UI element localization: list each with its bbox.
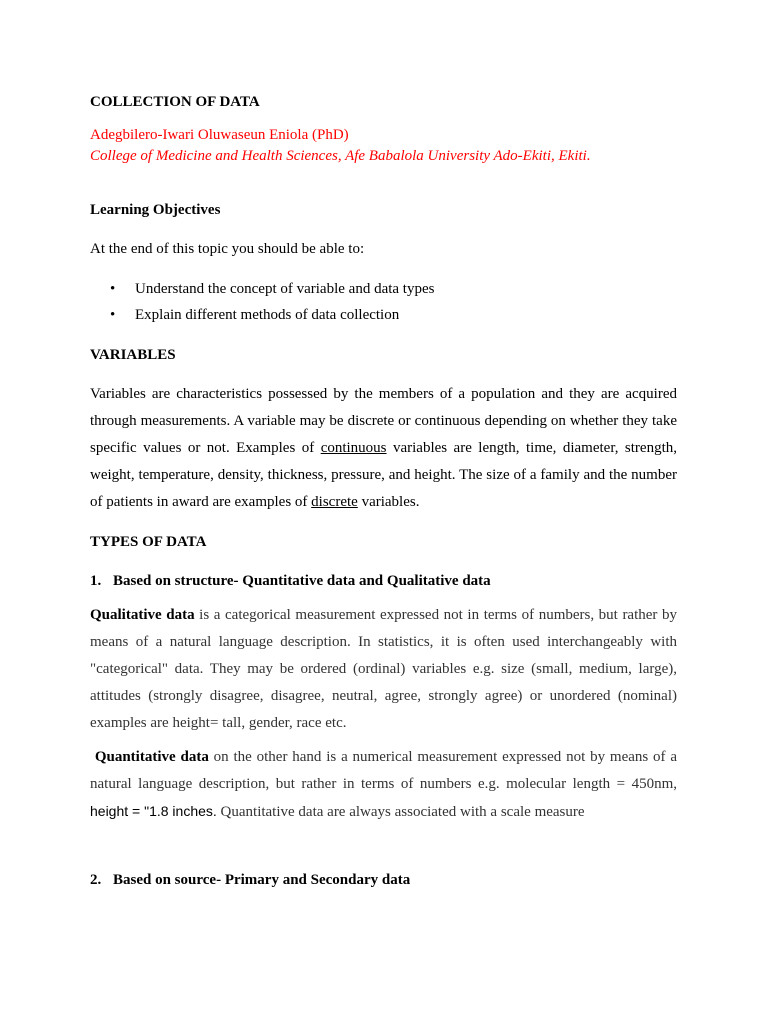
objective-item-text: Understand the concept of variable and data types [135,281,435,297]
variables-paragraph [90,381,677,516]
author-affiliation: College of Medicine and Health Sciences, Afe Babalola University Ado-Ekiti, Ekiti. [90,148,591,164]
discrete-term: discrete [311,494,358,510]
document-title: COLLECTION OF DATA [90,94,260,110]
quantitative-paragraph [90,744,677,826]
objectives-intro: At the end of this topic you should be able to: [90,241,365,257]
objective-item-text: Explain different methods of data collection [135,307,400,323]
variables-text: Variables are characteristics possessed by the members of a population and they are acquired through measurements. A variable may be discrete or continuous depending on whether they take specific values or not. Examples of [90,386,677,456]
section-1-label: Based on structure- Quantitative data and Qualitative data [113,573,491,589]
section-2-heading [90,872,677,889]
author-name: Adegbilero-Iwari Oluwaseun Eniola (PhD) [90,127,349,143]
height-example: height = "1.8 inches. [90,803,217,819]
section-2-label-a: Based on source- [113,872,225,888]
section-2-number: 2. [90,872,102,888]
qualitative-term: Qualitative data [90,607,195,623]
types-heading: TYPES OF DATA [90,534,207,550]
quantitative-text: Quantitative data are always associated with a scale measure [216,804,585,820]
section-2-label-b: Primary and Secondary data [224,872,411,888]
bullet-icon: • [110,281,116,297]
continuous-term: continuous [320,440,387,456]
quantitative-term: Quantitative data [94,749,209,765]
section-1-number: 1. [90,573,102,589]
variables-heading: VARIABLES [90,347,176,363]
qualitative-text: is a categorical measurement expressed not in terms of numbers, but rather by means of a natural language description. In statistics, it is often used interchangeably with "categorical" data. They may be ordered (ordinal) variables e.g. size (small, medium, large), attitudes (strongly disagree, disagree, neutral, agree, strongly agree) or unordered (nominal) examples are height= tall, gender, race etc. [90,607,678,731]
qualitative-paragraph [90,602,677,737]
section-1-heading [90,573,677,590]
objectives-heading: Learning Objectives [90,202,221,218]
quantitative-text: on the other hand is a numerical measurement expressed not by means of a natural language description, but rather in terms of numbers e.g. molecular length = 450nm, [90,749,678,792]
variables-text: variables. [357,494,420,510]
variables-text: variables are length, time, diameter, strength, weight, temperature, density, thickness, pressure, and height. The size of a family and the number of patients in award are examples of [90,440,677,510]
bullet-icon: • [110,307,116,323]
